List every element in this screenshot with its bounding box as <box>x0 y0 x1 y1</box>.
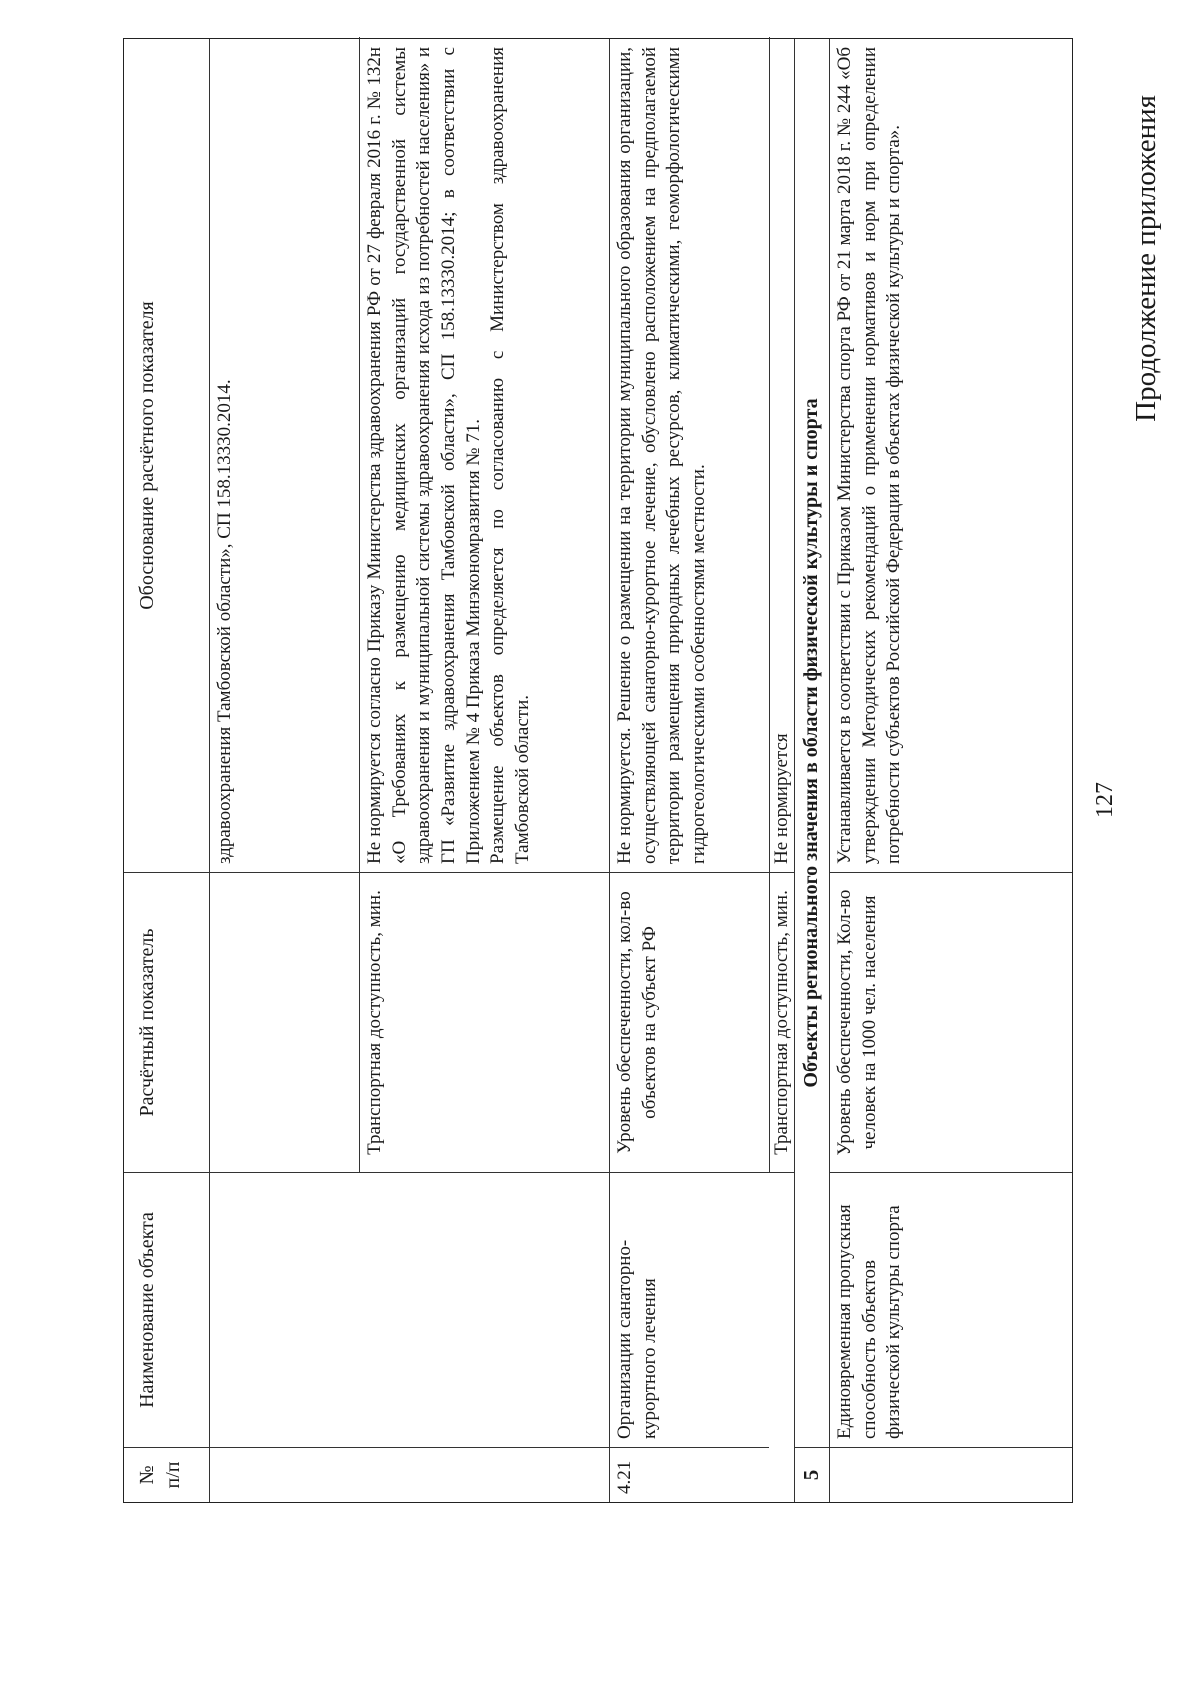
page-number: 127 <box>1092 782 1118 818</box>
requirements-table <box>123 38 1073 1503</box>
row-indicator: Транспортная доступность, мин. <box>769 872 794 1172</box>
row-indicator: Уровень обеспеченности, Кол-во человек на 1000 чел. населения <box>829 872 1072 1172</box>
header-num: № п/п <box>124 1447 209 1502</box>
section-row <box>794 39 829 1502</box>
table-row <box>829 39 1072 1502</box>
row-num <box>359 1447 609 1502</box>
row-justification <box>359 39 609 872</box>
row-justification: Не нормируется <box>771 733 792 864</box>
row-num <box>209 1447 359 1502</box>
row-indicator: Транспортная доступность, мин. <box>359 872 609 1172</box>
row-justification: Устанавливается в соответствии с Приказом Министерства спорта РФ от 21 марта 2018 г. № 244 «Об утверждении Методических рекомендаций о применении нормативов и норм при определении потребности субъектов Российской Федерации в объектах физической культуры и спорта». <box>834 47 905 864</box>
justification-paragraph: Не нормируется согласно Приказу Министерства здравоохранения РФ от 27 февраля 2016 г. № 132н «О Требованиях к размещению медицинских организаций государственной системы здравоохранения и муниципальной системы здравоохранения исхода из потребностей населения» и ГП «Развитие здравоохранения Тамбовской области», СП 158.13330.2014; в соответствии с Приложением № 4 Приказа Минэкономразвития № 71. <box>364 47 484 864</box>
table-header-row <box>124 39 209 1502</box>
row-justification: Не нормируется. Решение о размещении на территории муниципального образования организации, осуществляющей санаторно-курортное лечение, обусловлено расположением на предполагаемой территории размещения природных лечебных ресурсов, климатическими, геоморфологическими гидрогеологическими особенностями местности. <box>614 47 710 864</box>
row-name <box>359 1172 609 1447</box>
table-row <box>209 39 359 1502</box>
row-indicator <box>209 872 359 1172</box>
row-name <box>209 1172 359 1447</box>
justification-paragraph: Размещение объектов определяется по согласованию с Министерством здравоохранения Тамбовской области. <box>487 47 534 864</box>
table-row <box>609 39 769 1502</box>
header-name: Наименование объекта <box>124 1172 209 1447</box>
table-row <box>769 39 794 1502</box>
table-row <box>359 39 609 1502</box>
section-num: 5 <box>794 1447 829 1502</box>
row-indicator: Уровень обеспеченности, кол-во объектов на субъект РФ <box>609 872 769 1172</box>
row-num <box>829 1447 1072 1502</box>
page-heading: Продолжение приложения <box>1130 95 1162 422</box>
row-name: Организации санаторно-курортного лечения <box>609 1172 794 1447</box>
row-num: 4.21 <box>609 1447 769 1502</box>
header-justification: Обоснование расчётного показателя <box>136 301 158 610</box>
section-title: Объекты регионального значения в области физической культуры и спорта <box>800 398 822 1088</box>
row-name: Единовременная пропускная способность объектов физической культуры спорта <box>829 1172 1072 1447</box>
header-indicator: Расчётный показатель <box>124 872 209 1172</box>
row-justification: здравоохранения Тамбовской области», СП 158.13330.2014. <box>214 379 235 864</box>
